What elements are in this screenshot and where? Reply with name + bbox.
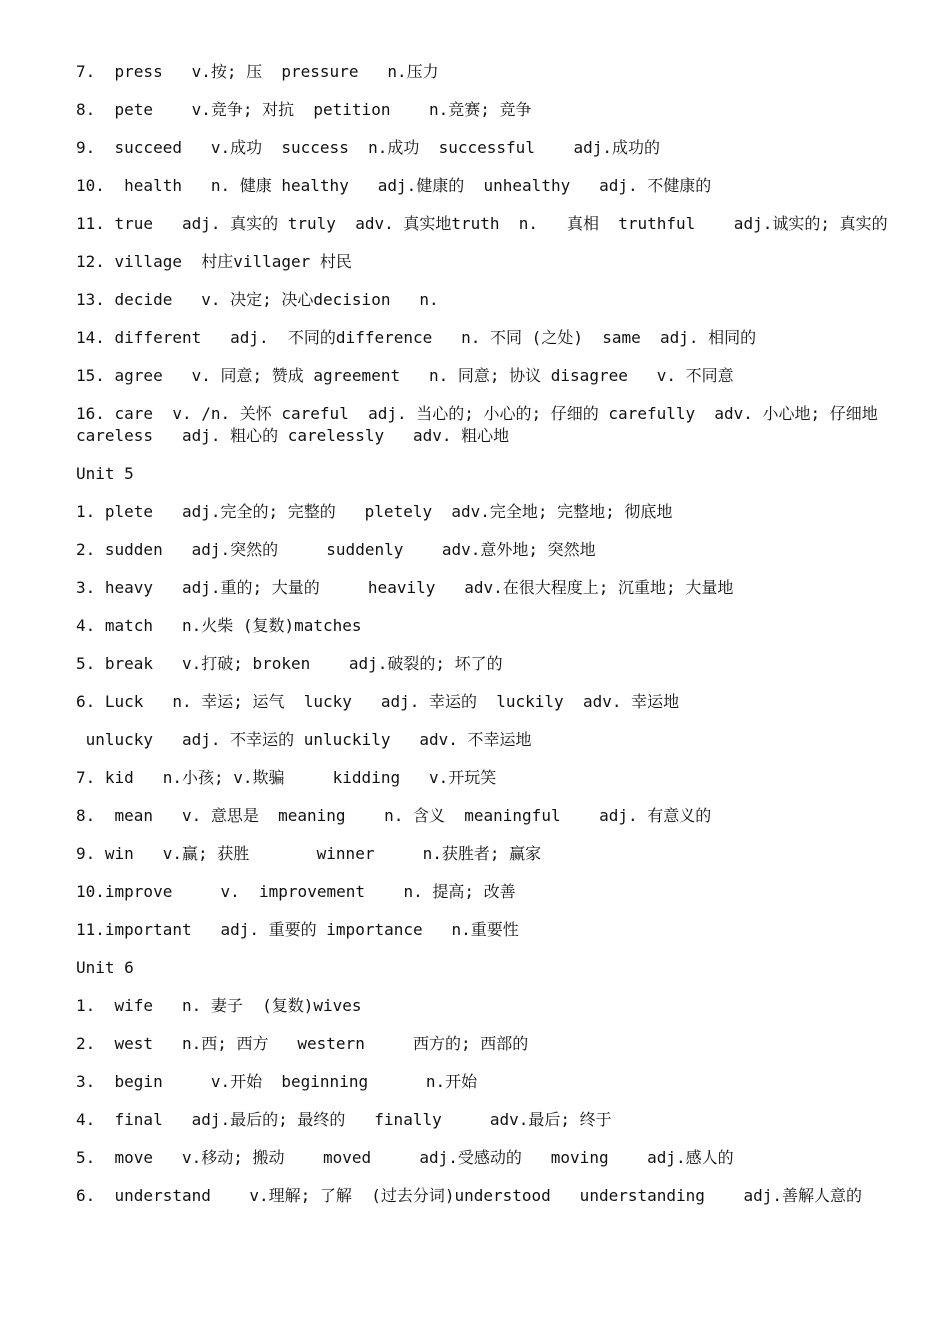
vocab-entry: 12. village 村庄villager 村民 bbox=[76, 252, 352, 271]
vocab-entry: 2. west n.西; 西方 western 西方的; 西部的 bbox=[76, 1034, 529, 1053]
vocab-entry: 10.improve v. improvement n. 提高; 改善 bbox=[76, 882, 516, 901]
vocab-entry: 6. Luck n. 幸运; 运气 lucky adj. 幸运的 luckily adv. 幸运地 bbox=[76, 692, 680, 711]
vocab-entry: 3. begin v.开始 beginning n.开始 bbox=[76, 1072, 478, 1091]
vocab-entry: 1. plete adj.完全的; 完整的 pletely adv.完全地; 完整地; 彻底地 bbox=[76, 502, 673, 521]
vocab-entry: 5. break v.打破; broken adj.破裂的; 坏了的 bbox=[76, 654, 503, 673]
vocab-entry: 11.important adj. 重要的 importance n.重要性 bbox=[76, 920, 519, 939]
vocab-entry: unlucky adj. 不幸运的 unluckily adv. 不幸运地 bbox=[76, 730, 532, 749]
vocab-entry: 4. final adj.最后的; 最终的 finally adv.最后; 终于 bbox=[76, 1110, 612, 1129]
unit-heading: Unit 6 bbox=[76, 958, 134, 977]
vocab-entry: 14. different adj. 不同的difference n. 不同 (之处) same adj. 相同的 bbox=[76, 328, 757, 347]
vocab-entry: 5. move v.移动; 搬动 moved adj.受感动的 moving adj.感人的 bbox=[76, 1148, 734, 1167]
vocab-entry: 13. decide v. 决定; 决心decision n. bbox=[76, 290, 439, 309]
vocab-entry: 6. understand v.理解; 了解 (过去分词)understood understanding adj.善解人意的 bbox=[76, 1186, 862, 1205]
vocab-entry: 16. care v. /n. 关怀 careful adj. 当心的; 小心的; 仔细的 carefully adv. 小心地; 仔细地careless adj. 粗心的 carelessly adv. 粗心地 bbox=[76, 404, 878, 445]
vocab-entry: 8. mean v. 意思是 meaning n. 含义 meaningful adj. 有意义的 bbox=[76, 806, 712, 825]
vocab-entry: 9. win v.赢; 获胜 winner n.获胜者; 赢家 bbox=[76, 844, 542, 863]
vocab-entry: 2. sudden adj.突然的 suddenly adv.意外地; 突然地 bbox=[76, 540, 596, 559]
vocab-entry: 8. pete v.竞争; 对抗 petition n.竞赛; 竞争 bbox=[76, 100, 532, 119]
vocab-entry: 1. wife n. 妻子 (复数)wives bbox=[76, 996, 362, 1015]
vocab-entry: 11. true adj. 真实的 truly adv. 真实地truth n. 真相 truthful adj.诚实的; 真实的 bbox=[76, 214, 888, 233]
vocab-entry: 4. match n.火柴 (复数)matches bbox=[76, 616, 362, 635]
vocab-entry: 7. press v.按; 压 pressure n.压力 bbox=[76, 62, 439, 81]
vocab-entry: 15. agree v. 同意; 赞成 agreement n. 同意; 协议 disagree v. 不同意 bbox=[76, 366, 734, 385]
unit-heading: Unit 5 bbox=[76, 464, 134, 483]
vocab-entry: 3. heavy adj.重的; 大量的 heavily adv.在很大程度上; 沉重地; 大量地 bbox=[76, 578, 734, 597]
vocab-entry: 9. succeed v.成功 success n.成功 successful adj.成功的 bbox=[76, 138, 661, 157]
vocab-entry: 10. health n. 健康 healthy adj.健康的 unhealthy adj. 不健康的 bbox=[76, 176, 712, 195]
vocab-entry: 7. kid n.小孩; v.欺骗 kidding v.开玩笑 bbox=[76, 768, 497, 787]
vocabulary-page bbox=[76, 61, 896, 1223]
